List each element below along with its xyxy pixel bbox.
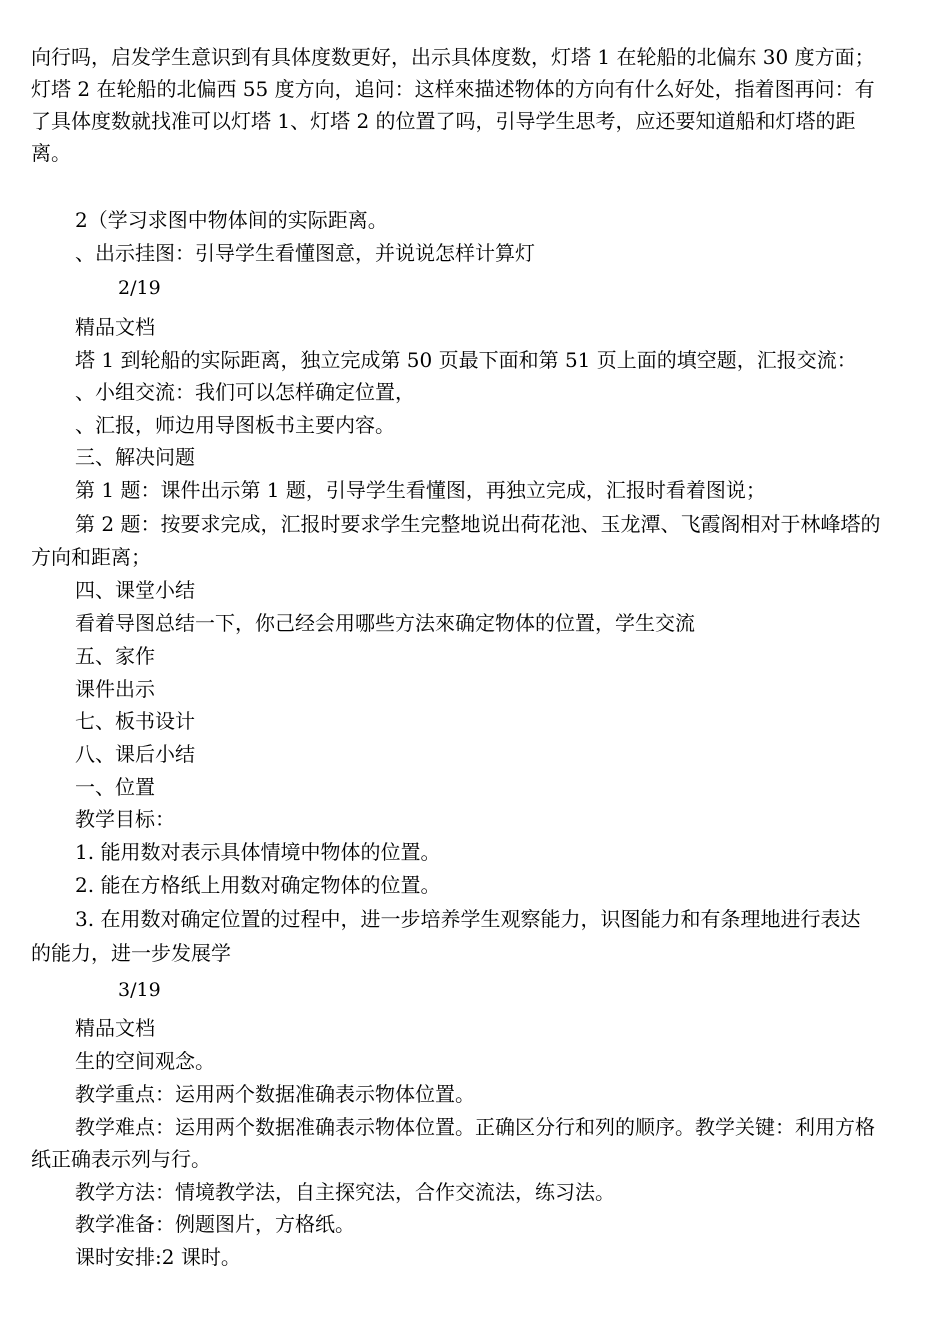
page-header: 精品文档 [75,315,155,339]
text-line: 、出示挂图：引导学生看懂图意，并说说怎样计算灯 [75,241,535,265]
text-line: 2. 能在方格纸上用数对确定物体的位置。 [75,873,441,897]
text-line: 2（学习求图中物体间的实际距离。 [75,208,388,232]
text-line: 教学目标： [75,807,175,831]
text-line: 3. 在用数对确定位置的过程中，进一步培养学生观察能力，识图能力和有条理地进行表达 [75,907,861,931]
text-line: 了具体度数就找准可以灯塔 1、灯塔 2 的位置了吗，引导学生思考，应还要知道船和灯塔的距 [31,109,856,133]
text-line: 教学准备：例题图片，方格纸。 [75,1212,355,1236]
text-line: 向行吗，启发学生意识到有具体度数更好，出示具体度数，灯塔 1 在轮船的北偏东 30 度方面； [31,45,875,69]
text-line: 、小组交流：我们可以怎样确定位置， [75,380,415,404]
text-line: 教学方法：情境教学法，自主探究法，合作交流法，练习法。 [75,1180,615,1204]
text-line: 第 1 题：课件出示第 1 题，引导学生看懂图，再独立完成，汇报时看着图说； [75,478,766,502]
text-line: 教学重点：运用两个数据准确表示物体位置。 [75,1082,475,1106]
page-number: 2/19 [118,277,161,299]
section-heading: 三、解决问题 [75,445,195,469]
text-line: 教学难点：运用两个数据准确表示物体位置。正确区分行和列的顺序。教学关键：利用方格 [75,1115,875,1139]
text-line: 1. 能用数对表示具体情境中物体的位置。 [75,840,441,864]
text-line: 灯塔 2 在轮船的北偏西 55 度方向，追问：这样來描述物体的方向有什么好处，指着图再问：有 [31,77,875,101]
text-line: 方向和距离； [31,545,151,569]
text-line: 塔 1 到轮船的实际距离，独立完成第 50 页最下面和第 51 页上面的填空题，汇报交流： [75,348,857,372]
page-number: 3/19 [118,979,161,1001]
text-line: 离。 [31,141,71,165]
text-line: 课时安排:2 课时。 [75,1245,241,1269]
text-line: 的能力，进一步发展学 [31,941,231,965]
section-heading: 八、课后小结 [75,742,195,766]
text-line: 第 2 题：按要求完成，汇报时要求学生完整地说出荷花池、玉龙潭、飞霞阁相对于林峰塔的 [75,512,881,536]
page-header: 精品文档 [75,1016,155,1040]
text-line: 、汇报，师边用导图板书主要内容。 [75,413,395,437]
text-line: 生的空间观念。 [75,1049,215,1073]
section-heading: 一、位置 [75,775,155,799]
text-line: 看着导图总结一下，你己经会用哪些方法來确定物体的位置，学生交流 [75,611,695,635]
section-heading: 五、家作 [75,644,155,668]
section-heading: 四、课堂小结 [75,578,195,602]
text-line: 课件出示 [75,677,155,701]
text-line: 纸正确表示列与行。 [31,1147,211,1171]
section-heading: 七、板书设计 [75,709,195,733]
